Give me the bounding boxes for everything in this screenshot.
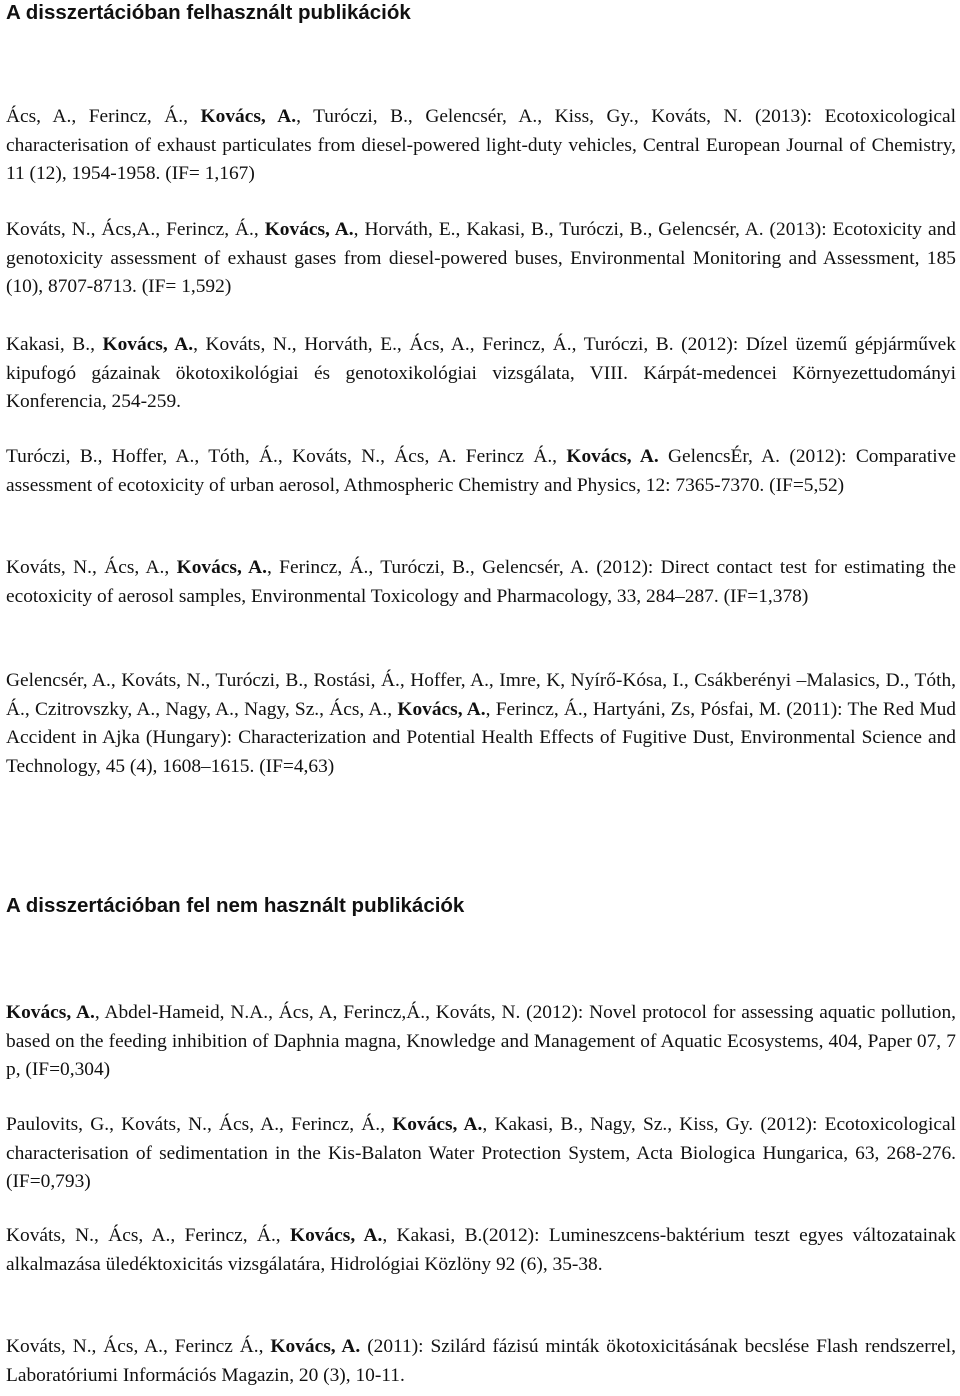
author-highlight: Kovács, A.	[102, 334, 194, 355]
publication-entry	[6, 1333, 956, 1390]
entry-text: , Ferincz, Á., Turóczi, B., Gelencsér, A. (2012): Direct contact test for estimating the ecotoxicity of aerosol samples, Environmental Toxicology and Pharmacology, 33, 284–287. (IF=1,378)	[6, 557, 956, 607]
publication-entry	[6, 999, 956, 1085]
publication-entry	[6, 554, 956, 611]
publication-entry	[6, 1111, 956, 1197]
publication-entry	[6, 1222, 956, 1279]
section-heading-unused-publications: A disszertációban fel nem használt publikációk	[6, 894, 465, 917]
author-highlight: Kovács, A.	[566, 446, 659, 467]
author-highlight: Kovács, A.	[270, 1336, 361, 1357]
entry-text: , Abdel-Hameid, N.A., Ács, A, Ferincz,Á., Kováts, N. (2012): Novel protocol for assessing aquatic pollution, based on the feeding inhibition of Daphnia magna, Knowledge and Management of Aquatic Ecosystems, 404, Paper 07, 7 p, (IF=0,304)	[6, 1002, 956, 1081]
entry-text: GelencsÉr, A. (2012): Comparative assessment of ecotoxicity of urban aerosol, Athmospheric Chemistry and Physics, 12: 7365-7370. (IF=5,52)	[6, 446, 956, 496]
entry-text: Ács, A., Ferincz, Á.,	[6, 106, 201, 127]
publication-entry	[6, 216, 956, 302]
author-highlight: Kovács, A.	[6, 1002, 95, 1023]
entry-text: Kováts, N., Ács, A.,	[6, 557, 177, 578]
author-highlight: Kovács, A.	[176, 557, 267, 578]
entry-text: , Kováts, N., Horváth, E., Ács, A., Ferincz, Á., Turóczi, B. (2012): Dízel üzemű gépjárművek kipufogó gázainak ökotoxikológiai és genotoxikológiai vizsgálata, VIII. Kárpát-medencei Környezettudományi Konferencia, 254-259.	[6, 334, 956, 413]
publication-entry	[6, 443, 956, 500]
entry-text: , Turóczi, B., Gelencsér, A., Kiss, Gy., Kováts, N. (2013): Ecotoxicological characterisation of exhaust particulates from diesel-powered light-duty vehicles, Central European Journal of Chemistry, 11 (12), 1954-1958. (IF= 1,167)	[6, 106, 956, 185]
entry-text: , Horváth, E., Kakasi, B., Turóczi, B., Gelencsér, A. (2013): Ecotoxicity and genotoxicity assessment of exhaust gases from diesel-powered buses, Environmental Monitoring and Assessment, 185 (10), 8707-8713. (IF= 1,592)	[6, 219, 956, 298]
entry-text: Kováts, N., Ács,A., Ferincz, Á.,	[6, 219, 265, 240]
section-heading-used-publications: A disszertációban felhasznált publikációk	[6, 1, 411, 24]
author-highlight: Kovács, A.	[200, 106, 297, 127]
entry-text: (2011): Szilárd fázisú minták ökotoxicitásának becslése Flash rendszerrel, Laboratóriumi Információs Magazin, 20 (3), 10-11.	[6, 1336, 956, 1386]
publication-entry	[6, 103, 956, 189]
entry-text: Paulovits, G., Kováts, N., Ács, A., Ferincz, Á.,	[6, 1114, 393, 1135]
entry-text: , Kakasi, B.(2012): Lumineszcens-baktérium teszt egyes változatainak alkalmazása üledéktoxicitás vizsgálatára, Hidrológiai Közlöny 92 (6), 35-38.	[6, 1225, 956, 1275]
author-highlight: Kovács, A.	[392, 1114, 483, 1135]
entry-text: , Kakasi, B., Nagy, Sz., Kiss, Gy. (2012): Ecotoxicological characterisation of sedimentation in the Kis-Balaton Water Protection System, Acta Biologica Hungarica, 63, 268-276. (IF=0,793)	[6, 1114, 956, 1193]
entry-text: Turóczi, B., Hoffer, A., Tóth, Á., Kováts, N., Ács, A. Ferincz Á.,	[6, 446, 567, 467]
author-highlight: Kovács, A.	[397, 698, 486, 720]
entry-text: Kováts, N., Ács, A., Ferincz, Á.,	[6, 1225, 291, 1246]
author-highlight: Kovács, A.	[290, 1225, 383, 1246]
publication-entry	[6, 667, 956, 781]
entry-text: , Ferincz, Á., Hartyáni, Zs, Pósfai, M. (2011): The Red Mud Accident in Ajka (Hungary): Characterization and Potential Health Effects of Fugitive Dust, Environmental Science and Technology, 45 (4), 1608–1615. (IF=4,63)	[6, 698, 956, 777]
entry-text: Kováts, N., Ács, A., Ferincz Á.,	[6, 1336, 271, 1357]
publication-entry	[6, 331, 956, 417]
author-highlight: Kovács, A.	[264, 219, 354, 240]
entry-text: Kakasi, B.,	[6, 334, 103, 355]
entry-text: Gelencsér, A., Kováts, N., Turóczi, B., Rostási, Á., Hoffer, A., Imre, K, Nyírő-Kósa, I., Csákberényi –Malasics, D., Tóth, Á., Czitrovszky, A., Nagy, A., Nagy, Sz., Ács, A.,	[6, 670, 956, 720]
